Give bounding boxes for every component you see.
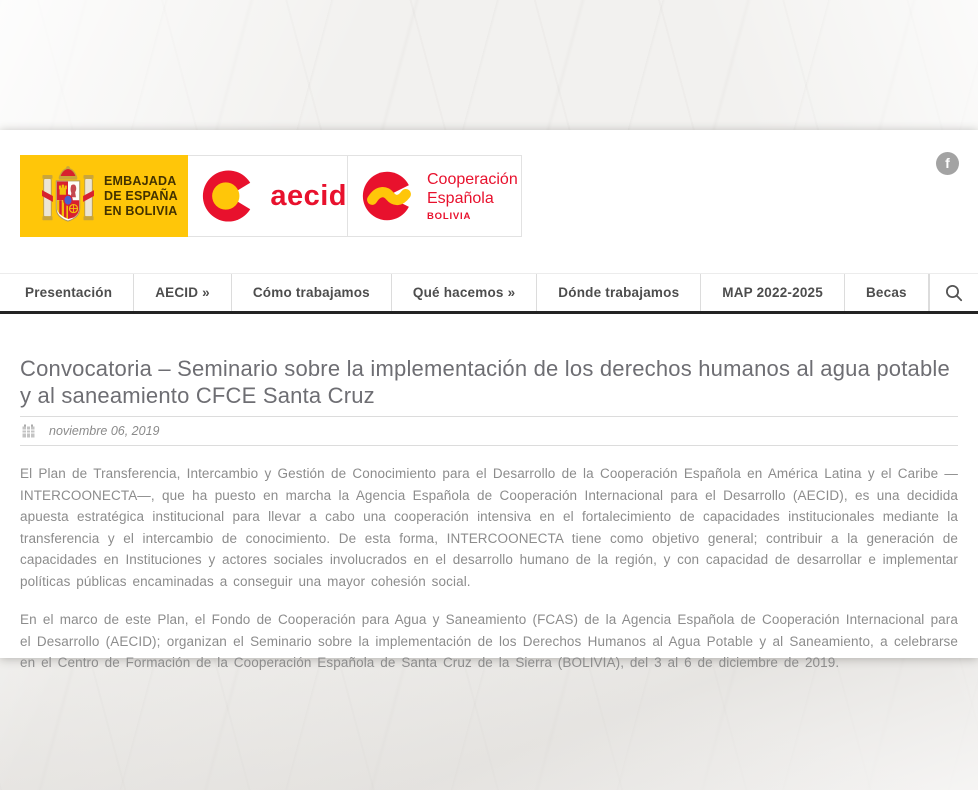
nav-item-que-hacemos[interactable] <box>392 274 537 311</box>
content-sheet <box>0 130 978 670</box>
article-paragraph-1: El Plan de Transferencia, Intercambio y Gestión de Conocimiento para el Desarrollo de la Cooperación Española en América Latina y el Caribe — INTERCOONECTA—, que ha puesto en marcha la Agencia Española de Cooperación Internacional para el Desarrollo (AECID), es una decidida apuesta estratégica institucional para llevar a cabo una cooperación intensiva en el fortalecimiento de capacidades institucionales mediante la transferencia y el intercambio de conocimiento. De esta forma, INTERCOONECTA tiene como objetivo general; contribuir a la generación de capacidades en Instituciones y actores sociales involucrados en el desarrollo humano de la región, y con capacidad de desarrollar e implementar políticas públicas encaminadas a conseguir una mayor cohesión social. <box>20 466 958 589</box>
cooperacion-line-1: Cooperación <box>427 171 518 188</box>
cooperacion-espanola-logo[interactable] <box>348 155 522 237</box>
nav-item-label: Qué hacemos » <box>412 285 516 300</box>
embassy-line-3: EN BOLIVIA <box>104 203 178 218</box>
search-icon <box>945 284 963 302</box>
cooperacion-sub-label: BOLIVIA <box>427 211 472 222</box>
nav-item-label: AECID » <box>155 285 210 300</box>
nav-item-label: Becas <box>865 285 907 300</box>
embassy-line-1: EMBAJADA <box>104 173 177 188</box>
nav-item-donde-trabajamos[interactable] <box>537 274 701 311</box>
logo-strip <box>20 155 522 237</box>
embassy-line-2: DE ESPAÑA <box>104 188 178 203</box>
nav-item-becas[interactable] <box>845 274 929 311</box>
cooperacion-logo-text <box>427 170 518 222</box>
aecid-logo[interactable] <box>188 155 348 237</box>
nav-item-label: MAP 2022-2025 <box>722 285 823 300</box>
nav-item-como-trabajamos[interactable] <box>232 274 392 311</box>
nav-item-label: Presentación <box>25 285 113 300</box>
nav-item-map-2022-2025[interactable] <box>701 274 845 311</box>
post-date: noviembre 06, 2019 <box>49 424 160 438</box>
search-button[interactable] <box>929 274 978 311</box>
aecid-logo-text: aecid <box>270 179 347 212</box>
calendar-icon <box>22 424 35 438</box>
page-title: Convocatoria – Seminario sobre la implementación de los derechos humanos al agua potable y al saneamiento CFCE Santa Cruz <box>20 356 950 408</box>
embassy-logo-text <box>104 174 178 219</box>
nav-item-label: Dónde trabajamos <box>558 285 680 300</box>
site-header <box>0 130 978 273</box>
post-date-row <box>20 417 958 445</box>
aecid-c-icon <box>202 165 258 227</box>
nav-item-presentacion[interactable] <box>4 274 134 311</box>
spain-coat-of-arms-icon <box>42 165 94 227</box>
cooperacion-c-icon <box>361 168 417 224</box>
nav-item-label: Cómo trabajamos <box>252 285 370 300</box>
divider <box>20 445 958 446</box>
main-nav <box>0 273 978 314</box>
cooperacion-line-2: Española <box>427 190 494 207</box>
facebook-icon[interactable]: f <box>936 152 959 175</box>
embassy-spain-bolivia-logo[interactable] <box>20 155 188 237</box>
article-paragraph-2: En el marco de este Plan, el Fondo de Cooperación para Agua y Saneamiento (FCAS) de la Agencia Española de Cooperación Internacional para el Desarrollo (AECID); organizan el Seminario sobre la implementación de los Derechos Humanos al Agua Potable y al Saneamiento, a celebrarse en el Centro de Formación de la Cooperación Española de Santa Cruz de la Sierra (BOLIVIA), del 3 al 6 de diciembre de 2019. <box>20 612 958 670</box>
nav-list <box>0 274 929 311</box>
article <box>0 355 978 674</box>
nav-item-aecid[interactable] <box>134 274 232 311</box>
